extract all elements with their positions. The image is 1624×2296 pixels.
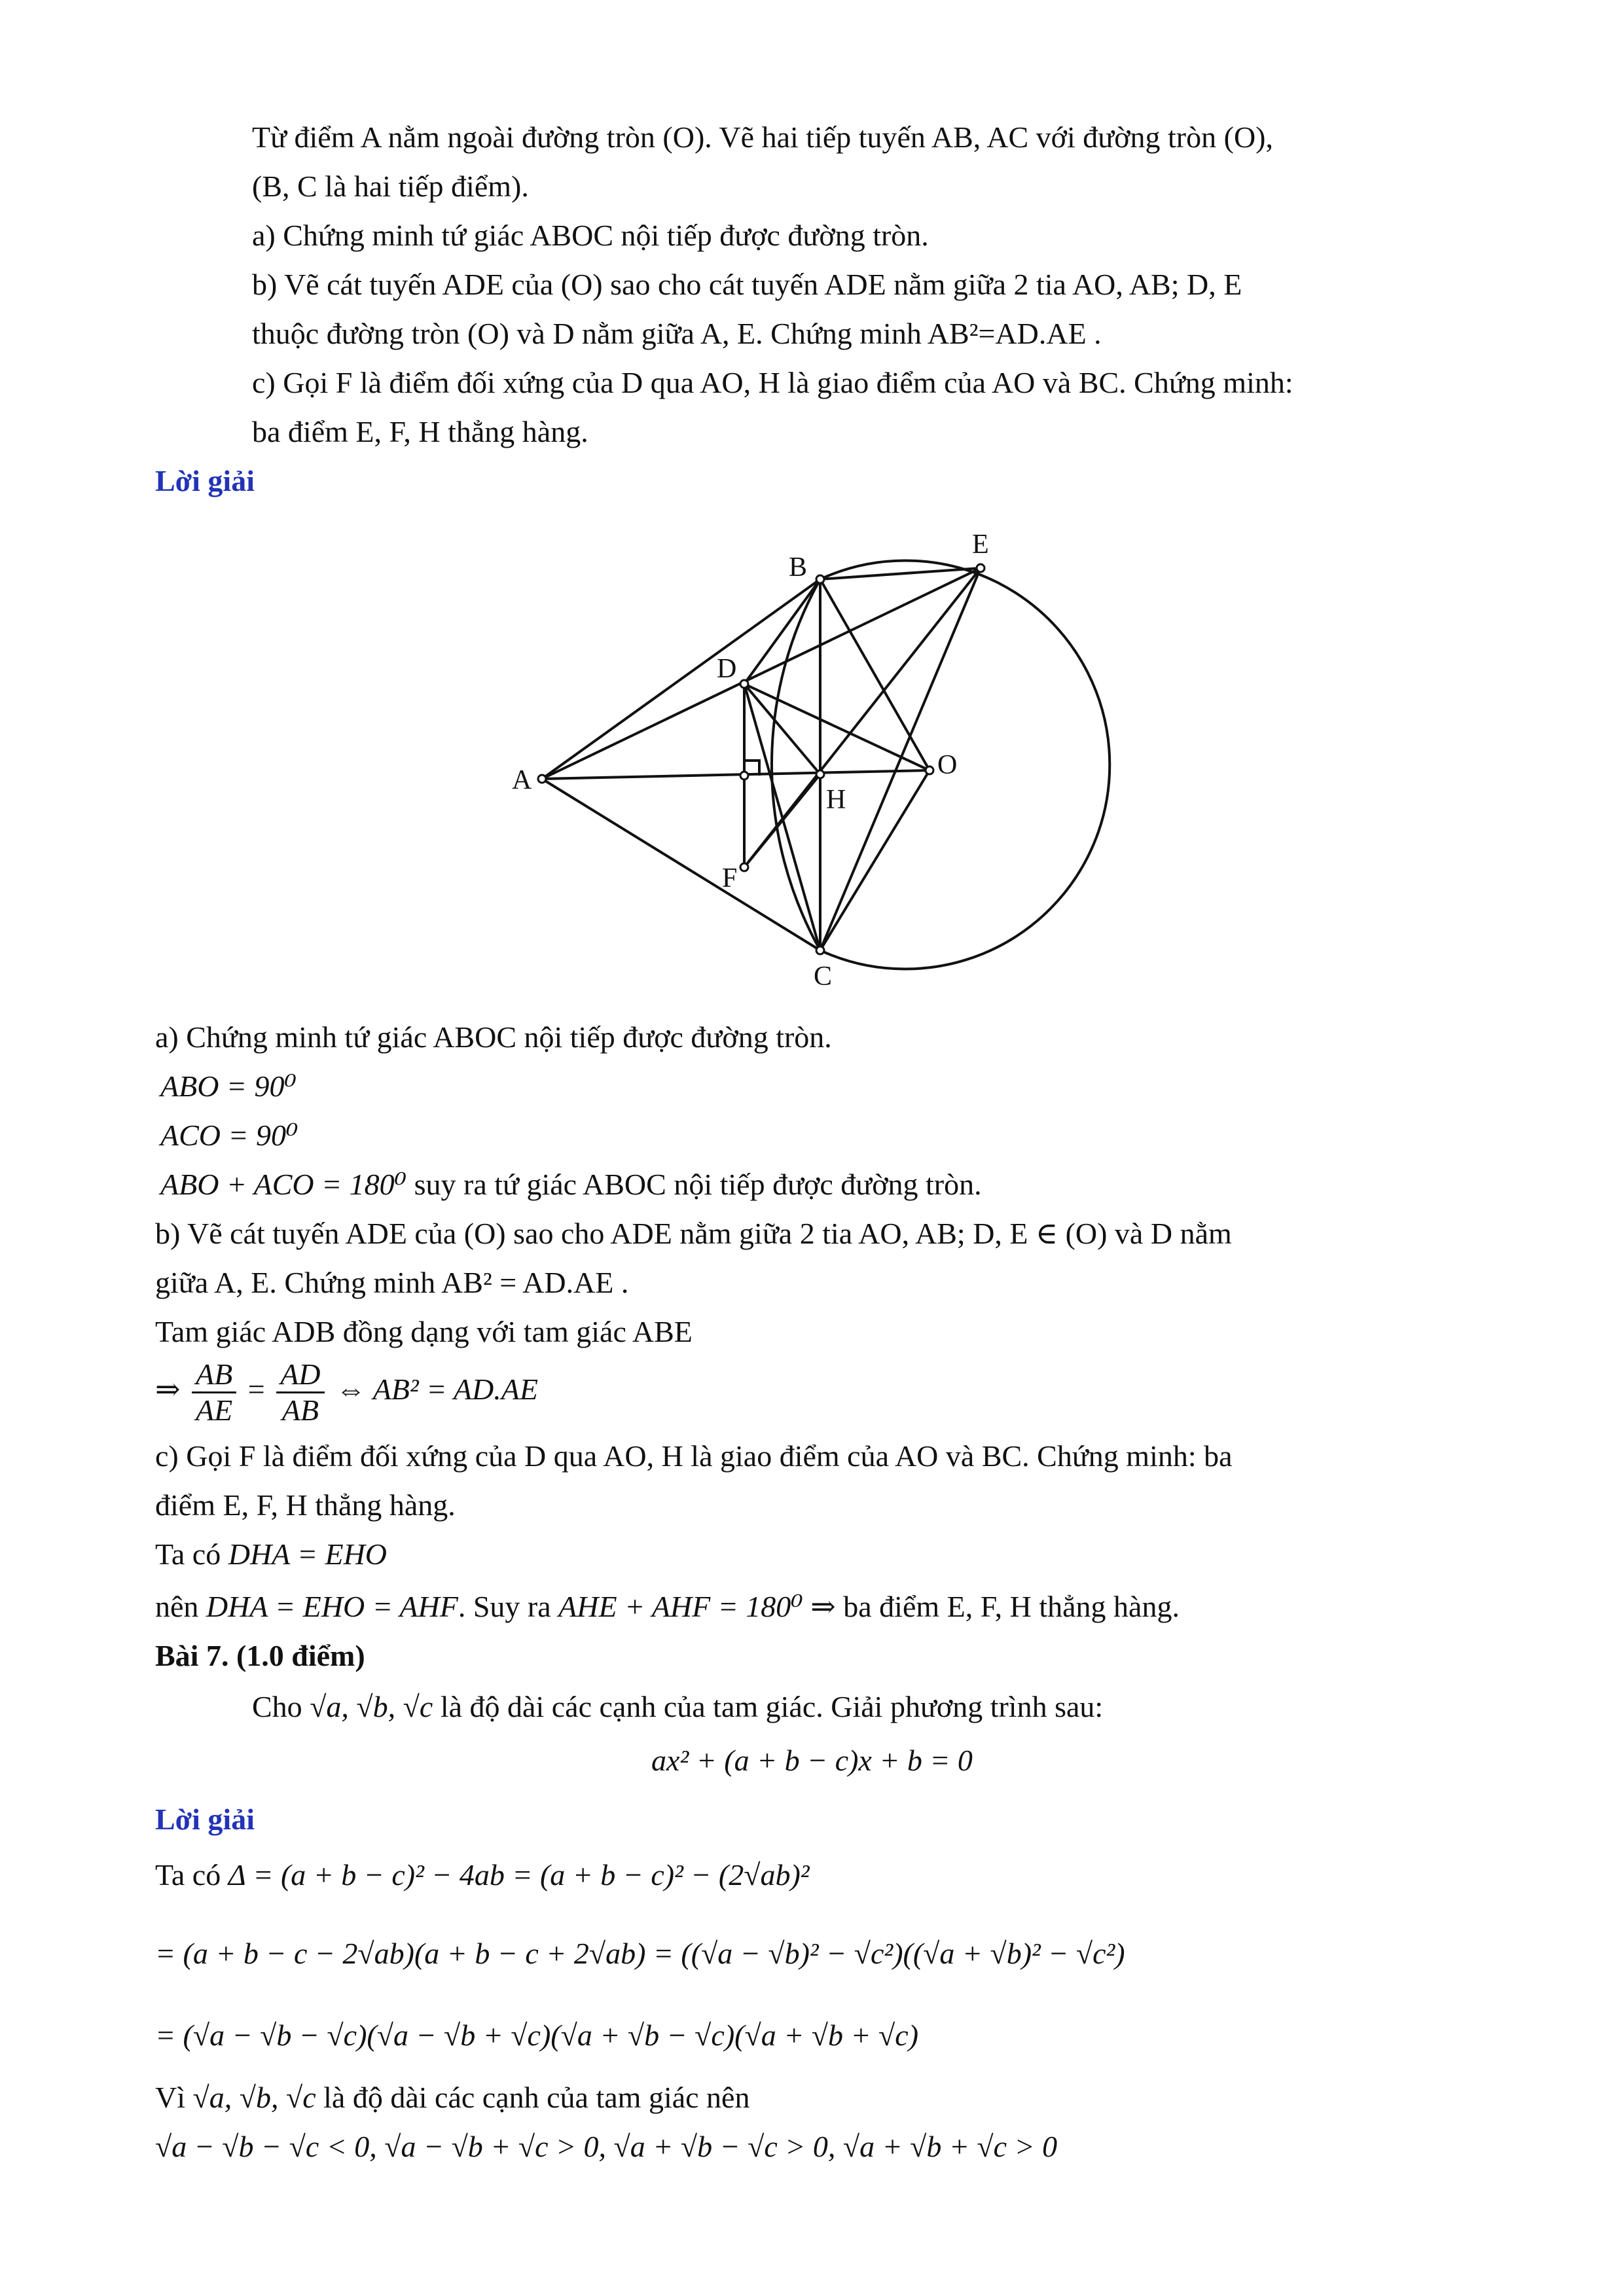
circle-o: [820, 561, 1110, 969]
solution-a3-math: ABO + ACO = 180⁰: [160, 1168, 407, 1201]
bai7-s4-text-1: Vì: [155, 2081, 193, 2114]
segment-db: [744, 579, 820, 684]
solution-heading: Lời giải: [155, 464, 255, 497]
label-e: E: [972, 529, 989, 560]
fraction-ad-ab: [276, 1357, 324, 1427]
solution-c2-math-2: AHE + AHF = 180⁰ ⇒: [558, 1590, 836, 1623]
bai7-solution-heading: Lời giải: [155, 1803, 255, 1836]
solution-a-line-1: ABO = 90⁰: [160, 1069, 297, 1103]
problem-line-5: thuộc đường tròn (O) và D nằm giữa A, E. Chứng minh AB²=AD.AE .: [252, 317, 1102, 350]
bai7-statement-2: là độ dài các cạnh của tam giác. Giải phương trình sau:: [433, 1690, 1104, 1723]
solution-c2-text-2: . Suy ra: [458, 1590, 559, 1623]
solution-b-title-1: b) Vẽ cát tuyến ADE của (O) sao cho ADE nằm giữa 2 tia AO, AB; D, E ∈ (O) và D nằm: [155, 1217, 1232, 1250]
fraction-2-denominator: AB: [281, 1393, 319, 1427]
solution-c2-text-1: nên: [155, 1590, 206, 1623]
solution-b-fraction-line: [155, 1354, 538, 1427]
solution-a-line-3: [160, 1165, 982, 1204]
solution-c-line-1: [155, 1535, 387, 1574]
label-h: H: [826, 785, 846, 815]
solution-c1-math: DHA = EHO: [228, 1537, 388, 1571]
label-b: B: [789, 552, 808, 583]
solution-c1-text: Ta có: [155, 1537, 228, 1571]
solution-c2-text-3: ba điểm E, F, H thẳng hàng.: [835, 1590, 1180, 1623]
solution-c-title-2: điểm E, F, H thẳng hàng.: [155, 1488, 456, 1522]
bai7-solution-line-3: = (√a − √b − √c)(√a − √b + √c)(√a + √b − √c)(√a + √b + √c): [155, 2018, 919, 2052]
bai7-solution-line-1: [155, 1856, 810, 1895]
fraction-1-denominator: AE: [196, 1393, 233, 1427]
equals-sign: =: [247, 1372, 265, 1406]
bai7-equation: ax² + (a + b − c)x + b = 0: [651, 1744, 973, 1777]
solution-c-title-1: c) Gọi F là điểm đối xứng của D qua AO, H là giao điểm của AO và BC. Chứng minh: ba: [155, 1439, 1233, 1473]
problem-line-7: ba điểm E, F, H thẳng hàng.: [252, 415, 588, 448]
implies-arrow: ⇒: [155, 1372, 181, 1406]
label-c: C: [814, 961, 833, 992]
solution-a3-text: suy ra tứ giác ABOC nội tiếp được đường tròn.: [406, 1168, 982, 1201]
solution-b-title-2: giữa A, E. Chứng minh AB² = AD.AE .: [155, 1266, 629, 1299]
bai7-statement-1: Cho: [252, 1690, 310, 1723]
bai7-s4-math: √a, √b, √c: [192, 2081, 316, 2114]
problem-line-2: (B, C là hai tiếp điểm).: [252, 170, 529, 203]
bai7-s1-text: Ta có: [155, 1858, 228, 1892]
bai7-s1-math: Δ = (a + b − c)² − 4ab = (a + b − c)² − (2√ab)²: [228, 1858, 810, 1892]
equivalence-expression: ⇔ AB² = AD.AE: [336, 1372, 538, 1406]
bai7-solution-line-4: [155, 2078, 749, 2117]
fraction-1-numerator: AB: [192, 1357, 236, 1393]
solution-c-line-2: [155, 1587, 1180, 1626]
bai7-statement-math: √a, √b, √c: [310, 1690, 433, 1723]
problem-line-1: Từ điểm A nằm ngoài đường tròn (O). Vẽ hai tiếp tuyến AB, AC với đường tròn (O),: [252, 120, 1273, 154]
solution-a-line-2: ACO = 90⁰: [160, 1119, 298, 1152]
bai7-title: Bài 7. (1.0 điểm): [155, 1639, 365, 1672]
solution-b-line-1: Tam giác ADB đồng dạng với tam giác ABE: [155, 1315, 693, 1348]
label-a: A: [512, 765, 532, 795]
segment-ao: [542, 770, 929, 779]
segment-fe: [744, 568, 981, 867]
solution-c2-math-1: DHA = EHO = AHF: [206, 1590, 458, 1623]
solution-a-title: a) Chứng minh tứ giác ABOC nội tiếp được đường tròn.: [155, 1020, 832, 1054]
problem-line-3: a) Chứng minh tứ giác ABOC nội tiếp được đường tròn.: [252, 219, 929, 252]
label-d: D: [717, 654, 737, 684]
label-f: F: [722, 863, 738, 893]
problem-line-4: b) Vẽ cát tuyến ADE của (O) sao cho cát tuyến ADE nằm giữa 2 tia AO, AB; D, E: [252, 268, 1242, 301]
bai7-solution-line-2: = (a + b − c − 2√ab)(a + b − c + 2√ab) = ((√a − √b)² − √c²)((√a + √b)² − √c²): [155, 1937, 1125, 1970]
segment-bo: [820, 579, 929, 770]
segment-ab: [542, 579, 820, 779]
bai7-s4-text-2: là độ dài các cạnh của tam giác nên: [316, 2081, 750, 2114]
fraction-2-numerator: AD: [276, 1357, 324, 1393]
problem-line-6: c) Gọi F là điểm đối xứng của D qua AO, H là giao điểm của AO và BC. Chứng minh:: [252, 366, 1293, 399]
bai7-statement: [252, 1687, 1103, 1727]
fraction-ab-ae: [192, 1357, 236, 1427]
label-o: O: [937, 750, 958, 780]
geometry-figure: [0, 517, 1624, 1001]
bai7-solution-line-5: √a − √b − √c < 0, √a − √b + √c > 0, √a + √b − √c > 0, √a + √b + √c > 0: [155, 2130, 1058, 2163]
